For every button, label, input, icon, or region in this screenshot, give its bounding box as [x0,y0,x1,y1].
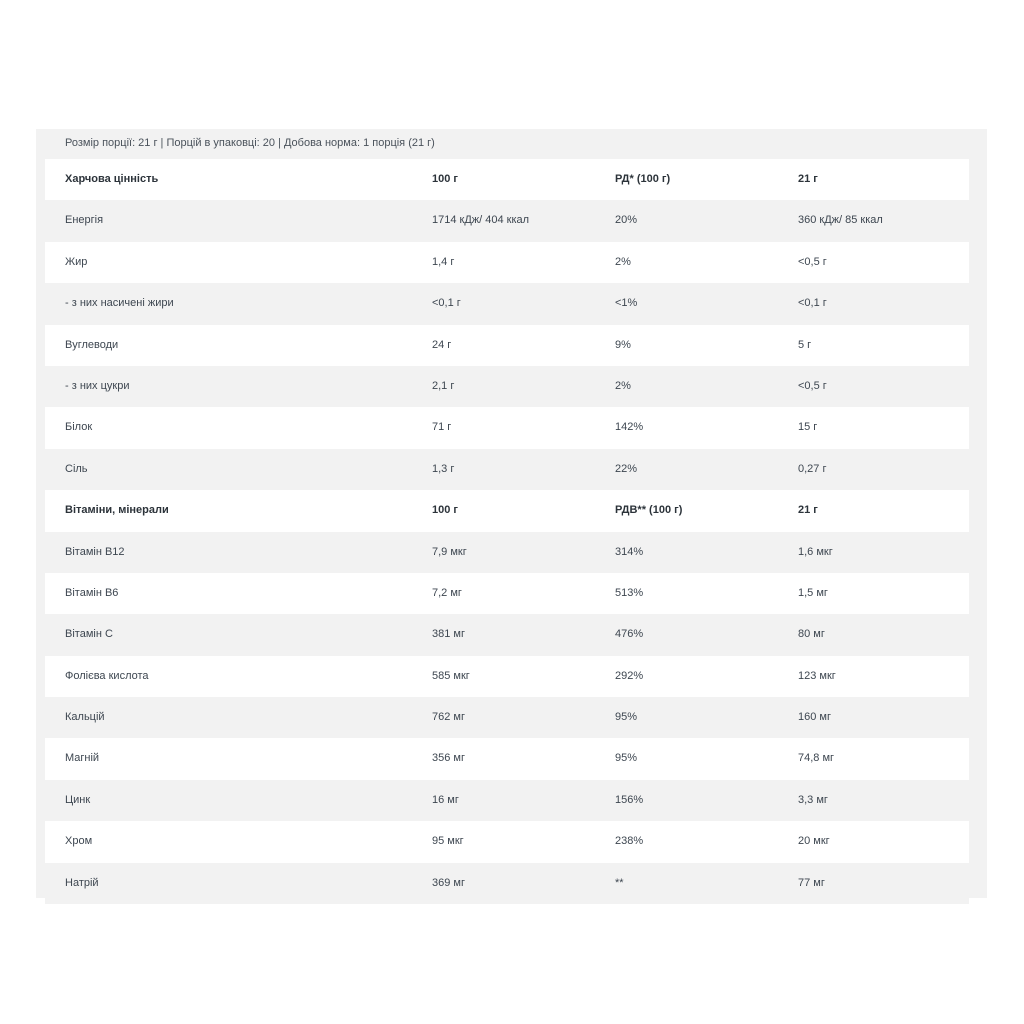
table-header-row [45,159,969,200]
table-cell: 74,8 мг [798,752,835,765]
table-cell: Фолієва кислота [65,669,149,682]
table-cell: 15 г [798,421,818,434]
table-cell: Харчова цінність [65,173,159,185]
table-cell: 292% [615,669,644,682]
nutrition-table [45,159,969,904]
table-cell: 1,4 г [432,255,455,268]
table-cell: 5 г [798,338,812,351]
table-cell: 1714 кДж/ 404 ккал [432,214,530,227]
table-row [45,573,969,614]
table-cell: Натрій [65,876,99,889]
table-cell: <0,1 г [798,297,827,310]
table-cell: 77 мг [798,876,825,889]
table-cell: 95% [615,752,638,765]
table-cell: 1,3 г [432,462,455,475]
table-cell: 80 мг [798,628,825,641]
table-cell: 314% [615,545,644,558]
table-cell: Магній [65,752,100,765]
table-cell: <0,1 г [432,297,461,310]
table-cell: 513% [615,586,644,599]
table-cell: 1,5 мг [798,586,828,599]
table-cell: <1% [615,297,638,310]
table-cell: Вуглеводи [65,338,119,351]
table-cell: 2% [615,255,631,268]
table-cell: 9% [615,338,631,351]
table-cell: 360 кДж/ 85 ккал [798,214,883,227]
table-cell: 123 мкг [798,669,836,682]
table-cell: 160 мг [798,711,831,724]
table-cell: 762 мг [432,711,465,724]
table-cell: Вітамін C [65,628,113,641]
table-cell: 369 мг [432,876,465,889]
table-cell: 156% [615,793,644,806]
table-cell: 21 г [798,504,818,517]
table-cell: 381 мг [432,628,465,641]
table-cell: 95 мкг [432,835,464,848]
table-cell: 356 мг [432,752,465,765]
table-cell: 2% [615,379,631,392]
table-cell: 20% [615,214,638,227]
table-row [45,449,969,490]
table-cell: <0,5 г [798,255,827,268]
table-cell: - з них насичені жири [65,297,174,310]
table-cell: Вітамін B6 [65,586,119,599]
table-header-row [45,490,969,531]
table-cell: 22% [615,462,638,475]
table-row [45,242,969,283]
table-cell: 21 г [798,173,818,185]
table-cell: Сіль [65,462,88,475]
table-row [45,407,969,448]
table-cell: Білок [65,421,93,434]
table-row [45,863,969,904]
table-cell: Кальцій [65,711,105,724]
table-row [45,821,969,862]
table-cell: 585 мкг [432,669,470,682]
table-row [45,780,969,821]
table-cell: Жир [65,255,88,268]
serving-info: Розмір порції: 21 г | Порцій в упаковці: 20 | Добова норма: 1 порція (21 г) [65,137,435,149]
table-cell: Хром [65,835,93,848]
table-cell: 7,9 мкг [432,545,467,558]
table-row [45,200,969,241]
table-cell: ** [615,876,624,889]
table-cell: 3,3 мг [798,793,828,806]
table-row [45,366,969,407]
table-cell: Енергія [65,214,104,227]
table-row [45,614,969,655]
table-cell: 100 г [432,504,458,517]
table-cell: Вітаміни, мінерали [65,504,169,517]
table-cell: 476% [615,628,644,641]
table-row [45,656,969,697]
table-row [45,325,969,366]
table-cell: 142% [615,421,644,434]
table-cell: РДВ** (100 г) [615,504,683,517]
table-row [45,283,969,324]
table-cell: 95% [615,711,638,724]
table-cell: 238% [615,835,644,848]
table-cell: - з них цукри [65,379,130,392]
table-cell: 71 г [432,421,452,434]
table-row [45,738,969,779]
table-row [45,697,969,738]
table-cell: 1,6 мкг [798,545,833,558]
table-cell: 16 мг [432,793,459,806]
table-cell: Цинк [65,793,91,806]
table-cell: 24 г [432,338,452,351]
table-cell: 20 мкг [798,835,830,848]
table-cell: 2,1 г [432,379,455,392]
table-cell: 100 г [432,173,458,185]
table-cell: РД* (100 г) [615,173,671,185]
table-row [45,532,969,573]
table-cell: 7,2 мг [432,586,462,599]
table-cell: Вітамін B12 [65,545,125,558]
table-cell: <0,5 г [798,379,827,392]
table-cell: 0,27 г [798,462,827,475]
